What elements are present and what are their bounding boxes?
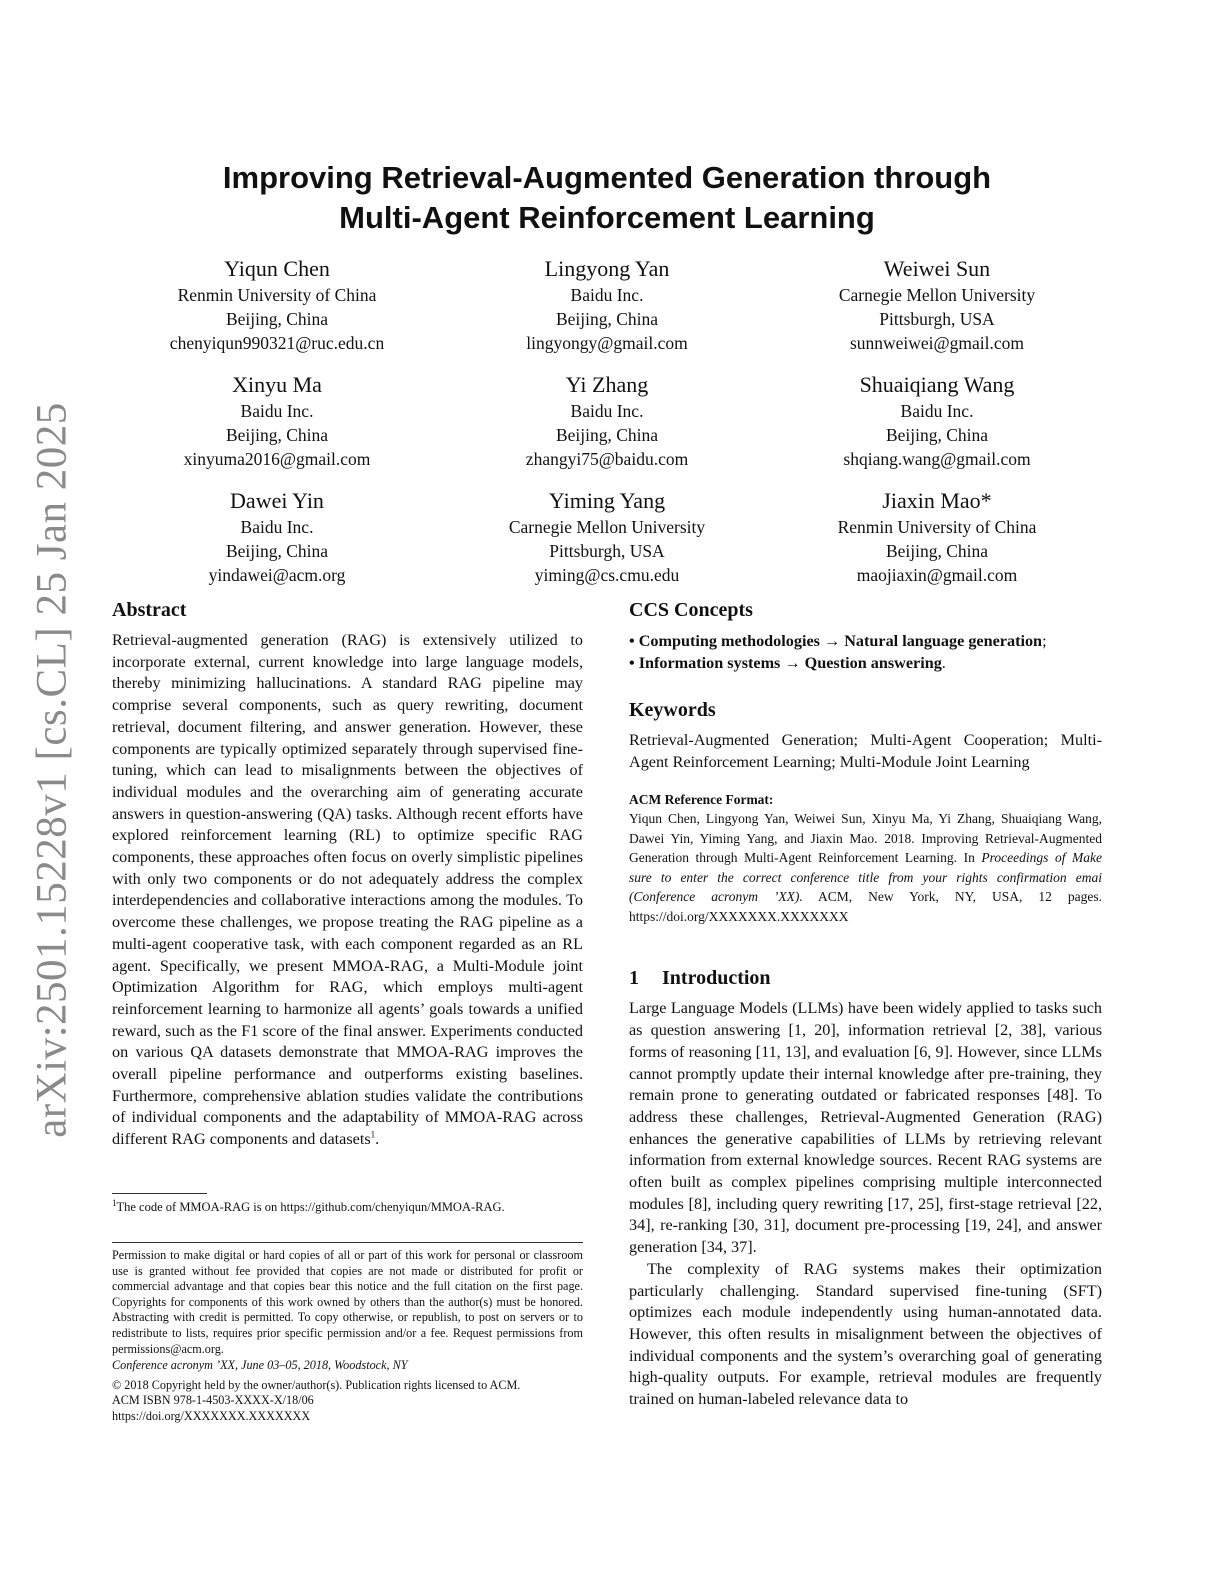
author-location: Pittsburgh, USA — [549, 541, 665, 561]
footnote — [112, 1199, 583, 1216]
permission-notice — [112, 1248, 583, 1425]
author-affiliation: Carnegie Mellon University — [508, 517, 706, 537]
author-email: xinyuma2016@gmail.com — [183, 449, 371, 469]
author-block — [772, 371, 1102, 471]
keywords-text: Retrieval-Augmented Generation; Multi-Agent Cooperation; Multi-Agent Reinforcement Learning; Multi-Module Joint Learning — [629, 731, 1102, 771]
acm-reference-proceedings: Proceedings of Make sure to enter the correct conference title from your rights confirmation emai (Conference acronym ’XX). — [629, 850, 1102, 905]
keywords-section — [629, 697, 1102, 773]
author-email: yiming@cs.cmu.edu — [534, 565, 680, 585]
author-block — [112, 255, 442, 355]
permission-text: Permission to make digital or hard copies of all or part of this work for personal or classroom use is granted without fee provided that copies are not made or distributed for profit or commercial advantage and that copies bear this notice and the full citation on the first page. Copyrights for components of this work owned by others than the author(s) must be honored. Abstracting with credit is permitted. To copy otherwise, or republish, to post on servers or to redistribute to lists, requires prior specific permission and/or a fee. Request permissions from permissions@acm.org. — [112, 1248, 583, 1356]
footnote-divider — [112, 1193, 207, 1194]
author-email: zhangyi75@baidu.com — [525, 449, 689, 469]
author-block — [442, 255, 772, 355]
section-title: Introduction — [662, 967, 771, 990]
author-location: Beijing, China — [555, 425, 659, 445]
author-location: Beijing, China — [885, 541, 989, 561]
section-number: 1 — [629, 967, 639, 990]
keywords-heading: Keywords — [629, 699, 716, 721]
acm-reference-publisher: ACM, New York, NY, USA, 12 pages. https://doi.org/XXXXXXX.XXXXXXX — [629, 889, 1102, 924]
left-column — [112, 597, 583, 1151]
isbn-line: ACM ISBN 978-1-4503-XXXX-X/18/06 — [112, 1393, 314, 1408]
abstract-text — [112, 630, 583, 1151]
author-location: Pittsburgh, USA — [879, 309, 995, 329]
author-affiliation: Baidu Inc. — [570, 401, 644, 421]
abstract-body: Retrieval-augmented generation (RAG) is extensively utilized to incorporate external, current knowledge into large language models, thereby minimizing hallucinations. A standard RAG pipeline may comprise several components, such as query rewriting, document retrieval, document filtering, and answer generation. However, these components are typically optimized separately through supervised fine-tuning, which can lead to misalignments between the objectives of individual modules and the overarching aim of generating accurate answers in question-answering (QA) tasks. Although recent efforts have explored reinforcement learning (RL) to optimize specific RAG components, these approaches often focus on overly simplistic pipelines with only two components or do not adequately address the complex interdependencies and collaborative interactions among the modules. To overcome these challenges, we propose treating the RAG pipeline as a multi-agent cooperative task, with each component regarded as an RL agent. Specifically, we present MMOA-RAG, a Multi-Module joint Optimization Algorithm for RAG, which employs multi-agent reinforcement learning to harmonize all agents’ goals towards a unified reward, such as the F1 score of the final answer. Experiments conducted on various QA datasets demonstrate that MMOA-RAG improves the overall pipeline performance and outperforms existing baselines. Furthermore, comprehensive ablation studies validate the contributions of individual components and the adaptability of MMOA-RAG across different RAG components and datasets — [112, 631, 583, 1149]
permission-divider — [112, 1242, 583, 1243]
ccs-item-punct: . — [941, 654, 946, 672]
author-block — [442, 371, 772, 471]
ccs-item-text: • Information systems → Question answering — [629, 654, 942, 672]
footnote-marker[interactable]: 1 — [370, 1129, 376, 1140]
author-block — [112, 487, 442, 587]
introduction-section — [629, 965, 1102, 1410]
author-affiliation: Baidu Inc. — [240, 401, 314, 421]
ccs-item-punct: ; — [1042, 632, 1047, 650]
introduction-paragraph-1: Large Language Models (LLMs) have been widely applied to tasks such as question answering [1, 20], information retrieval [2, 38], various forms of reasoning [11, 13], and evaluation [6, 9]. However, since LLMs cannot promptly update their internal knowledge after pre-training, they remain prone to generating outdated or fabricated responses [48]. To address these challenges, Retrieval-Augmented Generation (RAG) enhances the generative capabilities of LLMs by retrieving relevant information from external knowledge sources. Recent RAG systems are often built as complex pipelines comprising multiple interconnected modules [8], including query rewriting [17, 25], first-stage retrieval [22, 34], re-ranking [30, 31], document pre-processing [19, 24], and answer generation [34, 37]. — [629, 999, 1102, 1257]
author-location: Beijing, China — [885, 425, 989, 445]
ccs-item — [629, 630, 1102, 652]
paper-title-line-2: Multi-Agent Reinforcement Learning — [339, 200, 875, 235]
abstract-heading: Abstract — [112, 599, 187, 621]
acm-reference-heading: ACM Reference Format: — [629, 792, 774, 808]
footnote-text: The code of MMOA-RAG is on https://github.com/chenyiqun/MMOA-RAG. — [116, 1200, 505, 1214]
introduction-paragraph-2: The complexity of RAG systems makes their optimization particularly challenging. Standard supervised fine-tuning (SFT) optimizes each module independently using human-annotated data. However, this often results in misalignment between the objectives of individual components and the system’s overarching goal of generating high-quality outputs. For example, retrieval modules are frequently trained on human-labeled relevance data to — [629, 1259, 1102, 1409]
author-name: Yiming Yang — [548, 488, 666, 513]
footnote-number: 1 — [112, 1197, 117, 1208]
ccs-heading: CCS Concepts — [629, 599, 753, 621]
author-name: Xinyu Ma — [232, 372, 322, 397]
author-block — [112, 371, 442, 471]
author-name: Jiaxin Mao* — [882, 488, 992, 513]
author-email: maojiaxin@gmail.com — [856, 565, 1018, 585]
paper-title-line-1: Improving Retrieval-Augmented Generation through — [222, 160, 992, 195]
author-location: Beijing, China — [225, 309, 329, 329]
copyright-line: © 2018 Copyright held by the owner/author(s). Publication rights licensed to ACM. — [112, 1377, 521, 1392]
author-name: Weiwei Sun — [883, 256, 991, 281]
arxiv-identifier-stamp — [22, 402, 82, 1138]
ccs-item-text: • Computing methodologies → Natural language generation — [629, 632, 1043, 650]
author-affiliation: Renmin University of China — [177, 285, 377, 305]
author-name: Lingyong Yan — [544, 256, 670, 281]
author-email: lingyongy@gmail.com — [526, 333, 688, 353]
author-grid — [112, 255, 1102, 587]
author-location: Beijing, China — [225, 541, 329, 561]
abstract-end: . — [375, 1130, 380, 1149]
acm-reference-text — [629, 809, 1102, 926]
paper-title — [112, 158, 1102, 238]
arxiv-identifier-text: arXiv:2501.15228v1 [cs.CL] 25 Jan 2025 — [28, 402, 76, 1138]
author-block — [772, 255, 1102, 355]
author-affiliation: Baidu Inc. — [240, 517, 314, 537]
author-block — [772, 487, 1102, 587]
author-affiliation: Carnegie Mellon University — [838, 285, 1036, 305]
conference-info: Conference acronym ’XX, June 03–05, 2018, Woodstock, NY — [112, 1358, 408, 1373]
introduction-heading — [629, 965, 1102, 991]
ccs-item — [629, 652, 1102, 674]
author-block — [442, 487, 772, 587]
author-email: chenyiqun990321@ruc.edu.cn — [169, 333, 385, 353]
author-affiliation: Baidu Inc. — [570, 285, 644, 305]
author-email: yindawei@acm.org — [208, 565, 346, 585]
author-email: sunnweiwei@gmail.com — [849, 333, 1025, 353]
author-name: Yi Zhang — [565, 372, 649, 397]
author-affiliation: Baidu Inc. — [900, 401, 974, 421]
right-column — [629, 597, 1102, 1411]
author-affiliation: Renmin University of China — [837, 517, 1037, 537]
author-name: Shuaiqiang Wang — [859, 372, 1015, 397]
author-name: Yiqun Chen — [224, 256, 330, 281]
author-email: shqiang.wang@gmail.com — [843, 449, 1031, 469]
acm-reference-body: Yiqun Chen, Lingyong Yan, Weiwei Sun, Xinyu Ma, Yi Zhang, Shuaiqiang Wang, Dawei Yin, Yiming Yang, and Jiaxin Mao. 2018. Improving Retrieval-Augmented Generation through Multi-Agent Reinforcement Learning. In — [629, 811, 1102, 866]
doi-line: https://doi.org/XXXXXXX.XXXXXXX — [112, 1408, 311, 1423]
author-name: Dawei Yin — [230, 488, 324, 513]
acm-reference-section — [629, 790, 1102, 926]
author-location: Beijing, China — [225, 425, 329, 445]
author-location: Beijing, China — [555, 309, 659, 329]
